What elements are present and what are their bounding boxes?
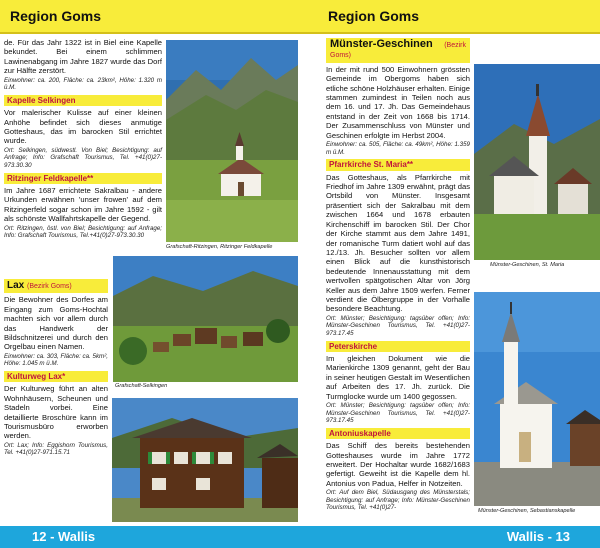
page-header-title: Region Goms	[328, 8, 420, 24]
lax-title: Lax	[7, 280, 25, 291]
peter-text: Im gleichen Dokument wie die Marienkirche 1309 genannt, geht der Bau in seiner heutigen Gestalt im Wesentlichen auf Arbeiten des 17. Jh. zurück. Die Turmglocke wurde um 1400 gegossen.	[326, 353, 470, 401]
antonius-heading: Antoniuskapelle	[326, 428, 470, 439]
page-footer-label: 12 - Wallis	[32, 529, 96, 544]
caption-sebastianskapelle: Münster-Geschinen, Sebastianskapelle	[478, 508, 576, 514]
lax-info: Einwohner: ca. 303, Fläche: ca. 5km², Höhe: 1.045 m ü.M.	[4, 352, 108, 368]
caption-selkingen: Grafschaft-Selkingen	[115, 383, 168, 389]
photo-selkingen-village	[113, 256, 298, 382]
page-footer	[0, 526, 300, 548]
right-page	[300, 0, 600, 548]
caption-st-maria: Münster-Geschinen, St. Maria	[490, 262, 565, 268]
page-header	[0, 0, 300, 34]
muenster-heading	[326, 38, 470, 63]
page-footer-label: Wallis - 13	[506, 529, 570, 544]
maria-text: Das Gotteshaus, als Pfarrkirche mit Friedhof im Jahre 1309 erwähnt, prägt das Ortsbild von Münster. Insgesamt präsentiert sich der Sakralbau mit dem zwischen 1664 und 1678 erbauten Kirchenschiff im barocken Stil. Der Chor der Kirche stammt aus dem Jahre 1491, der romanische Turm datiert wohl auf das 12./13. Jh. Besucher sollten vor allem einen Blick auf die kunsthistorisch bedeutende Innenausstattung mit dem wertvollen spätgotischen Altar von Jörg Keller aus dem Jahre 1509 werfen. Ferner verdient die Ölbergruppe in der Vorhalle besondere Beachtung.	[326, 172, 470, 314]
lax-text: Die Bewohner des Dorfes am Eingang zum Goms-Hochtal machten sich vor allem durch das Handwerk der Bildschnitzerei und durch den Orgelbau einen Namen.	[4, 295, 108, 352]
caption-ritzingen: Grafschaft-Ritzingen, Ritzinger Feldkapelle	[166, 244, 273, 250]
muenster-title: Münster-Geschinen	[330, 38, 433, 50]
photo-st-maria	[474, 64, 600, 260]
lax-column	[4, 276, 108, 458]
photo-lax-houses	[112, 398, 298, 522]
intro-info: Einwohner: ca. 200, Fläche: ca. 23km², Höhe: 1.320 m ü.M.	[4, 76, 162, 92]
kulturweg-info: Ort: Lax; Info: Eggishorn Tourismus, Tel. +41(0)27-971.15.71	[4, 441, 108, 457]
page-header-title: Region Goms	[10, 8, 102, 24]
intro-text: de. Für das Jahr 1322 ist in Biel eine Kapelle bekundet. Bei einem schlimmen Lawinenabgang im Jahre 1827 wurde das Dorf zur Hälfte zerstört.	[4, 38, 162, 76]
page-header	[300, 0, 600, 34]
peter-info: Ort: Münster; Besichtigung: tagsüber offen; Info: Münster-Geschinen Tourismus, Tel. +41(0)27-973.17.45	[326, 401, 470, 425]
selkingen-text: Vor malerischer Kulisse auf einer kleinen Anhöhe befindet sich dieses anmutige Gotteshaus, das im barocken Stil errichtet wurde.	[4, 108, 162, 146]
maria-heading: Pfarrkirche St. Maria**	[326, 159, 470, 170]
kulturweg-text: Der Kulturweg führt an alten Wohnhäusern, Scheunen und Stadeln vorbei. Eine detaillierte Broschüre kann im Tourismusbüro erworben werden.	[4, 384, 108, 441]
page-footer	[300, 526, 600, 548]
muenster-text: In der mit rund 500 Einwohnern grössten Gemeinde im Obergoms haben sich etliche schöne Holzhäuser erhalten. Einige stammen zumindest in Teilen noch aus dem 16. und 17. Jh. Das Gemeindehaus entstand in der Zeit von 1668 bis 1714. Der Zusammenschluss von Münster und Geschinen erfolgte im Herbst 2004.	[326, 64, 470, 140]
ritzingen-text: Im Jahre 1687 errichtete Sakralbau - andere Urkunden erwähnen 'unser frowen' auf dem Ritzingerfeld sogar schon im Jahre 1592 - gilt als schönste Wallfahrtskapelle der Gegend.	[4, 186, 162, 224]
muenster-subtitle: (Bezirk Goms)	[330, 42, 466, 60]
antonius-text: Das Schiff des bereits bestehenden Gotteshauses wurde im Jahre 1772 erweitert. Der Hochaltar wurde 1682/1683 gefertigt. Geweiht ist die Kapelle dem hl. Antonius von Padua, Helfer in Notzeiten.	[326, 441, 470, 488]
lax-subtitle: (Bezirk Goms)	[27, 283, 72, 290]
antonius-info: Ort: Auf dem Biel, Südausgang des Münsterstals; Besichtigung: auf Anfrage; Info: Münster-Geschinen Tourismus, Tel. +41(0)27-	[326, 489, 470, 512]
right-text-column	[326, 38, 470, 513]
maria-info: Ort: Münster; Besichtigung: tagsüber offen; Info: Münster-Geschinen Tourismus, Tel. +41(0)27-973.17.45	[326, 314, 470, 337]
selkingen-heading: Kapelle Selkingen	[4, 95, 162, 106]
ritzingen-heading: Ritzinger Feldkapelle**	[4, 173, 162, 184]
photo-ritzingen-chapel	[166, 40, 298, 242]
peter-heading: Peterskirche	[326, 341, 470, 352]
photo-sebastianskapelle	[474, 292, 600, 506]
kulturweg-heading: Kulturweg Lax*	[4, 371, 108, 382]
muenster-info: Einwohner: ca. 505, Fläche: ca. 49km², Höhe: 1.359 m ü.M.	[326, 141, 470, 156]
selkingen-info: Ort: Selkingen, südwestl. Von Biel; Besichtigung: auf Anfrage; Info: Grafschaft Tourismus, Tel. +41(0)27-973.30.30	[4, 146, 162, 170]
ritzingen-info: Ort: Ritzingen, östl. von Biel; Besichtigung: auf Anfrage; Info: Grafschaft Tourismus, Tel.+41(0)27-973.30.30	[4, 224, 162, 240]
left-text-column	[4, 38, 162, 241]
lax-heading	[4, 279, 108, 293]
